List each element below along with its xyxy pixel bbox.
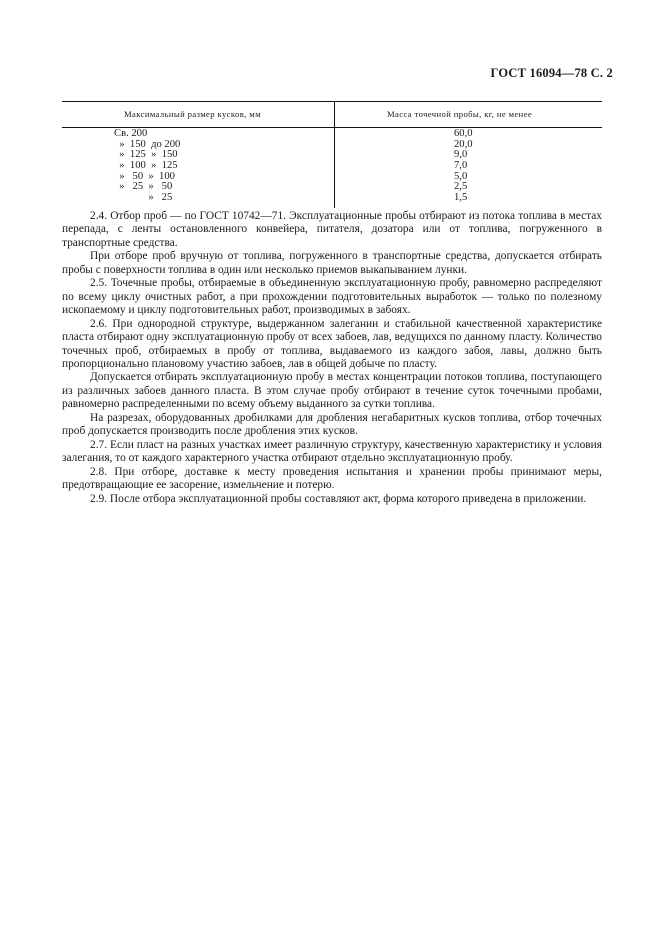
- table-cell-size: » 100 » 125: [114, 160, 178, 172]
- table-top-rule: [62, 101, 602, 102]
- table-cell-mass: 7,0: [454, 160, 468, 172]
- paragraph-2-5: 2.5. Точечные пробы, отбираемые в объединенную эксплуатационную пробу, равномерно распределяют по всему циклу очистных работ, а при прохождении подготовительных выработок — только по полезному ископаемому и циклу подготовительных работ, производимых в забоях.: [62, 277, 602, 317]
- paragraph-2-4: 2.4. Отбор проб — по ГОСТ 10742—71. Эксплуатационные пробы отбирают из потока топлива в местах перепада, с ленты остановленного конвейера, питателя, дозатора или от топлива, погруженного в транспортные средства.: [62, 210, 602, 249]
- table-cell-mass: 60,0: [454, 128, 473, 139]
- page-header: ГОСТ 16094—78 С. 2: [490, 66, 613, 80]
- paragraph-2-8: 2.8. При отборе, доставке к месту проведения испытания и хранении пробы принимают меры, предотвращающие ее засорение, измельчение и потерю.: [62, 465, 602, 492]
- table-cell-mass: 9,0: [454, 149, 468, 161]
- paragraph-2-9: 2.9. После отбора эксплуатационной пробы составляют акт, форма которого приведена в приложении.: [90, 492, 587, 505]
- table-cell-size: » 50 » 100: [114, 170, 175, 182]
- mass-column: [454, 129, 473, 204]
- body-text: [62, 210, 602, 506]
- table-cell-size: » 125 » 150: [114, 149, 178, 161]
- table-cell-size: Св. 200: [114, 128, 148, 139]
- table-column-divider: [334, 101, 335, 208]
- table-cell-mass: 2,5: [454, 181, 468, 193]
- table-cell-size: » 25 » 50: [114, 181, 173, 193]
- paragraph-crushers: На разрезах, оборудованных дробилками для дробления негабаритных кусков топлива, отбор точечных проб допускается производить после дробления этих кусков.: [62, 411, 602, 438]
- paragraph-2-7: 2.7. Если пласт на разных участках имеет различную структуру, качественную характеристику и условия залегания, то от каждого характерного участка отбирают отдельно эксплуатационную пробу.: [62, 438, 602, 465]
- paragraph-2-6: 2.6. При однородной структуре, выдержанном залегании и стабильной качественной характеристике пласта отбирают одну эксплуатационную пробу от всех забоев, лав, ведущихся по данному пласту. Количество точечных проб, отбираемых в пробу от топлива, выдаваемого из каждого забоя, лавы, должно быть пропорционально плановому участию забоев, лав в общей добыче по пласту.: [62, 317, 602, 370]
- column-header-mass: Масса точечной пробы, кг, не менее: [387, 109, 533, 119]
- table-cell-size: » 25: [114, 192, 173, 204]
- size-column: [114, 129, 180, 204]
- table-cell-size: » 150 до 200: [114, 138, 181, 150]
- table-cell-mass: 5,0: [454, 170, 468, 182]
- column-header-size: Максимальный размер кусков, мм: [124, 109, 261, 119]
- table-cell-mass: 20,0: [454, 138, 473, 150]
- paragraph-flow-sampling: Допускается отбирать эксплуатационную пробу в местах концентрации потоков топлива, поступающего из различных забоев данного пласта. В этом случае пробу отбирают в течение суток точечными пробами, равномерно распределенными по всему объему выданного за сутки топлива.: [62, 371, 602, 411]
- paragraph-manual-sampling: При отборе проб вручную от топлива, погруженного в транспортные средства, допускается отбирать пробы с поверхности топлива в один или несколько приемов выкапыванием лунки.: [62, 250, 602, 276]
- table-cell-mass: 1,5: [454, 192, 468, 204]
